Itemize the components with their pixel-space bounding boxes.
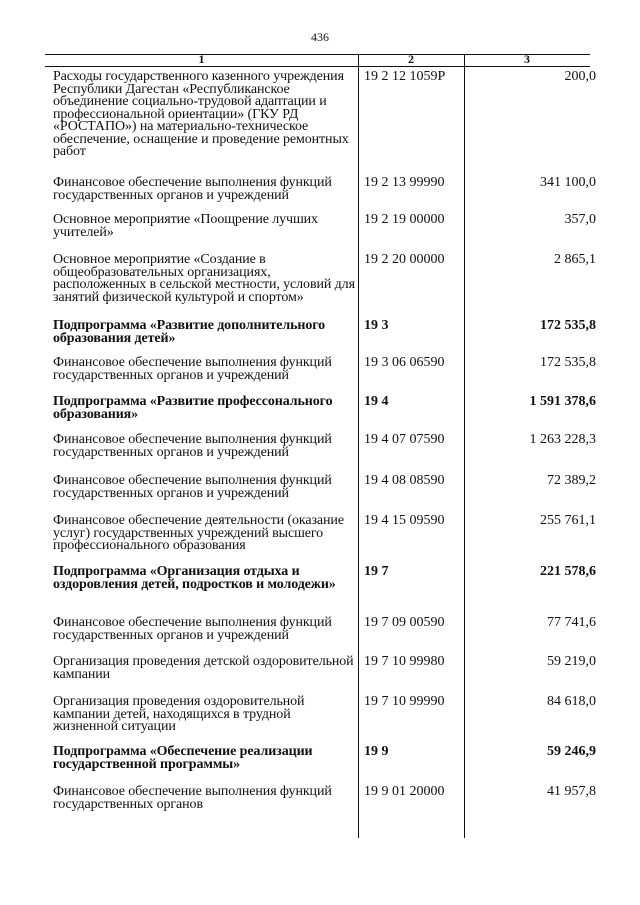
- row-code: 19 4 08 08590: [364, 473, 445, 488]
- row-name: Финансовое обеспечение деятельности (оказание услуг) государственных учреждений высшего профессионального образования: [53, 513, 344, 553]
- row-amount: 84 618,0: [547, 694, 596, 709]
- row-code: 19 4: [364, 394, 389, 409]
- row-name: Основное мероприятие «Поощрение лучших учителей»: [53, 212, 318, 240]
- column-header-3: 3: [524, 52, 530, 66]
- row-amount: 72 389,2: [547, 473, 596, 488]
- row-code: 19 3: [364, 318, 389, 333]
- row-code: 19 7: [364, 564, 389, 579]
- row-code: 19 7 10 99990: [364, 694, 445, 709]
- row-code: 19 4 07 07590: [364, 432, 445, 447]
- row-amount: 77 741,6: [547, 615, 596, 630]
- row-name: Финансовое обеспечение выполнения функций государственных органов и учреждений: [53, 355, 332, 383]
- row-code: 19 2 12 1059Р: [364, 69, 446, 84]
- row-code: 19 2 19 00000: [364, 212, 445, 227]
- row-code: 19 4 15 09590: [364, 513, 445, 528]
- column-header-2: 2: [408, 52, 414, 66]
- row-amount: 172 535,8: [540, 318, 596, 333]
- table-header-rule: [45, 66, 590, 67]
- row-name: Подпрограмма «Развитие дополнительного образования детей»: [53, 318, 326, 346]
- row-name: Финансовое обеспечение выполнения функций государственных органов и учреждений: [53, 175, 332, 203]
- row-name: Основное мероприятие «Создание в общеобразовательных организациях, расположенных в сельской местности, условий для занятий физической культурой и спортом»: [53, 252, 355, 305]
- row-amount: 357,0: [564, 212, 596, 227]
- row-code: 19 9: [364, 744, 389, 759]
- row-amount: 341 100,0: [540, 175, 596, 190]
- row-amount: 59 219,0: [547, 654, 596, 669]
- row-name: Организация проведения детской оздоровительной кампании: [53, 654, 354, 682]
- row-name: Финансовое обеспечение выполнения функций государственных органов и учреждений: [53, 473, 332, 501]
- row-amount: 59 246,9: [547, 744, 596, 759]
- row-name: Подпрограмма «Развитие профессонального образования»: [53, 394, 333, 422]
- row-amount: 255 761,1: [540, 513, 596, 528]
- column-divider-2: [464, 54, 465, 838]
- row-amount: 2 865,1: [554, 252, 596, 267]
- row-amount: 221 578,6: [540, 564, 596, 579]
- row-name: Организация проведения оздоровительной кампании детей, находящихся в трудной жизненной ситуации: [53, 694, 305, 734]
- row-name: Финансовое обеспечение выполнения функций государственных органов: [53, 784, 332, 812]
- row-code: 19 7 09 00590: [364, 615, 445, 630]
- row-name: Подпрограмма «Обеспечение реализации государственной программы»: [53, 744, 313, 772]
- row-amount: 1 591 378,6: [529, 394, 596, 409]
- row-name: Расходы государственного казенного учреждения Республики Дагестан «Республиканское объединение социально-трудовой адаптации и профессиональной ориентации» (ГКУ РД «РОСТАПО») на материально-техническое обеспечение, оснащение и проведение ремонтных работ: [53, 69, 349, 159]
- row-code: 19 3 06 06590: [364, 355, 445, 370]
- row-code: 19 9 01 20000: [364, 784, 445, 799]
- row-amount: 172 535,8: [540, 355, 596, 370]
- row-name: Финансовое обеспечение выполнения функций государственных органов и учреждений: [53, 615, 332, 643]
- row-name: Финансовое обеспечение выполнения функций государственных органов и учреждений: [53, 432, 332, 460]
- page-number: 436: [311, 30, 329, 44]
- row-amount: 200,0: [564, 69, 596, 84]
- row-amount: 41 957,8: [547, 784, 596, 799]
- column-header-1: 1: [198, 52, 205, 66]
- row-amount: 1 263 228,3: [529, 432, 596, 447]
- row-name: Подпрограмма «Организация отдыха и оздоровления детей, подростков и молодежи»: [53, 564, 336, 592]
- column-divider-1: [358, 54, 359, 838]
- row-code: 19 7 10 99980: [364, 654, 445, 669]
- row-code: 19 2 13 99990: [364, 175, 445, 190]
- row-code: 19 2 20 00000: [364, 252, 445, 267]
